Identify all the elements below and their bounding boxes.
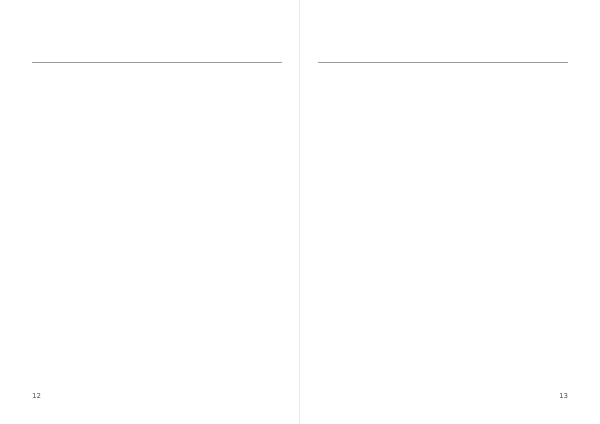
- right-page-number: 13: [559, 392, 568, 400]
- left-header-rule: [32, 62, 282, 63]
- left-body-text: [32, 72, 282, 384]
- right-page: [300, 0, 600, 424]
- right-body-text: [318, 72, 568, 384]
- right-header-rule: [318, 62, 568, 63]
- left-page-number: 12: [32, 392, 41, 400]
